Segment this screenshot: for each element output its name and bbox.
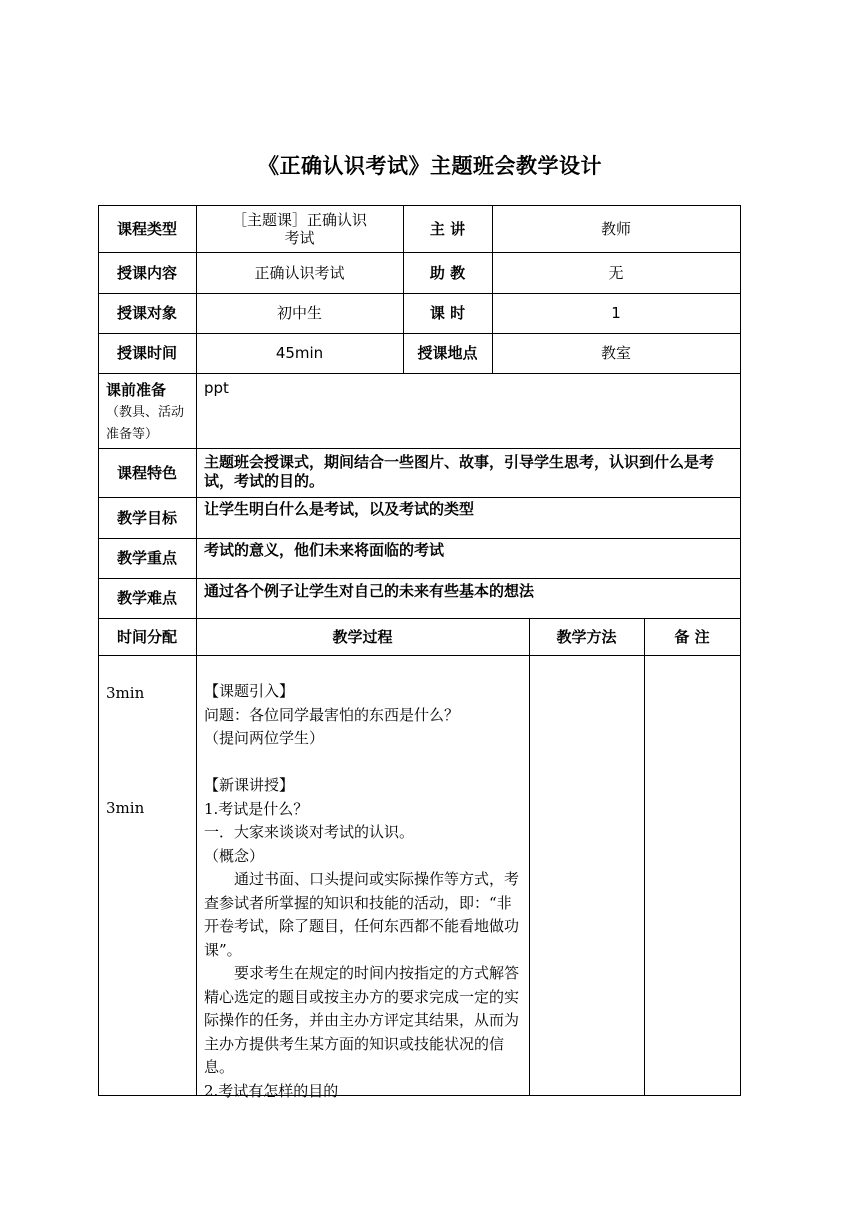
- prep-value: ppt: [204, 379, 229, 397]
- prep-sublabel: （教具、活动准备等）: [106, 405, 185, 442]
- features-value: 主题班会授课式，期间结合一些图片、故事，引导学生思考，认识到什么是考试，考试的目的。: [204, 453, 715, 490]
- prep-label: 课前准备: [106, 381, 167, 399]
- process-line: （提问两位学生）: [204, 729, 325, 747]
- time-slot: 3min: [106, 799, 145, 817]
- goal-value: 让学生明白什么是考试，以及考试的类型: [204, 500, 475, 518]
- lecturer-value: 教师: [600, 219, 631, 238]
- process-line: 【课题引入】: [204, 682, 295, 700]
- col-divider: [644, 618, 645, 1096]
- goal-label: 教学目标: [116, 508, 177, 527]
- table-border-right: [740, 205, 741, 1096]
- process-paragraph: 要求考生在规定的时间内按指定的方式解答精心选定的题目或按主办方的要求完成一定的实际操作的任务，并由主办方评定其结果，从而为主办方提供考生某方面的知识或技能状况的信息。: [204, 964, 520, 1076]
- content-value: 正确认识考试: [254, 263, 345, 282]
- course-type-label: 课程类型: [116, 219, 177, 238]
- location-label: 授课地点: [417, 344, 478, 362]
- time-slot: 3min: [106, 684, 145, 702]
- col-divider: [529, 618, 530, 1096]
- process-line: 一．大家来谈谈对考试的认识。: [204, 823, 415, 841]
- header-notes: 备 注: [674, 627, 710, 646]
- process-line: 【新课讲授】: [204, 776, 295, 794]
- course-type-value: ［主题课］正确认识考试: [231, 210, 367, 247]
- duration-value: 45min: [275, 344, 324, 362]
- content-label: 授课内容: [116, 263, 177, 282]
- audience-value: 初中生: [276, 304, 322, 322]
- hours-label: 课 时: [429, 304, 466, 322]
- difficulty-value: 通过各个例子让学生对自己的未来有些基本的想法: [204, 582, 535, 600]
- assistant-label: 助 教: [429, 263, 466, 282]
- duration-label: 授课时间: [116, 344, 177, 362]
- focus-value: 考试的意义，他们未来将面临的考试: [204, 541, 445, 559]
- page-title: 《正确认识考试》主题班会教学设计: [258, 154, 602, 178]
- process-content: [204, 680, 522, 1103]
- difficulty-label: 教学难点: [116, 589, 177, 607]
- assistant-value: 无: [608, 263, 624, 282]
- audience-label: 授课对象: [116, 304, 177, 322]
- process-line: 2.考试有怎样的目的: [204, 1081, 339, 1100]
- header-time: 时间分配: [116, 627, 177, 646]
- lesson-plan-table: [98, 205, 741, 1100]
- process-line: 问题：各位同学最害怕的东西是什么？: [204, 705, 460, 724]
- focus-label: 教学重点: [116, 549, 177, 567]
- header-process: 教学过程: [332, 627, 393, 646]
- process-paragraph: 通过书面、口头提问或实际操作等方式，考查参试者所掌握的知识和技能的活动，即：“非开卷考试，除了题目，任何东西都不能看地做功课”。: [204, 870, 520, 959]
- features-label: 课程特色: [116, 463, 177, 482]
- location-value: 教室: [600, 344, 631, 362]
- hours-value: 1: [611, 304, 621, 322]
- row-divider: [98, 373, 741, 374]
- header-method: 教学方法: [556, 627, 617, 646]
- process-line: （概念）: [204, 846, 265, 865]
- process-line: [204, 751, 522, 775]
- process-line: 1.考试是什么？: [204, 799, 309, 818]
- lecturer-label: 主 讲: [429, 219, 466, 238]
